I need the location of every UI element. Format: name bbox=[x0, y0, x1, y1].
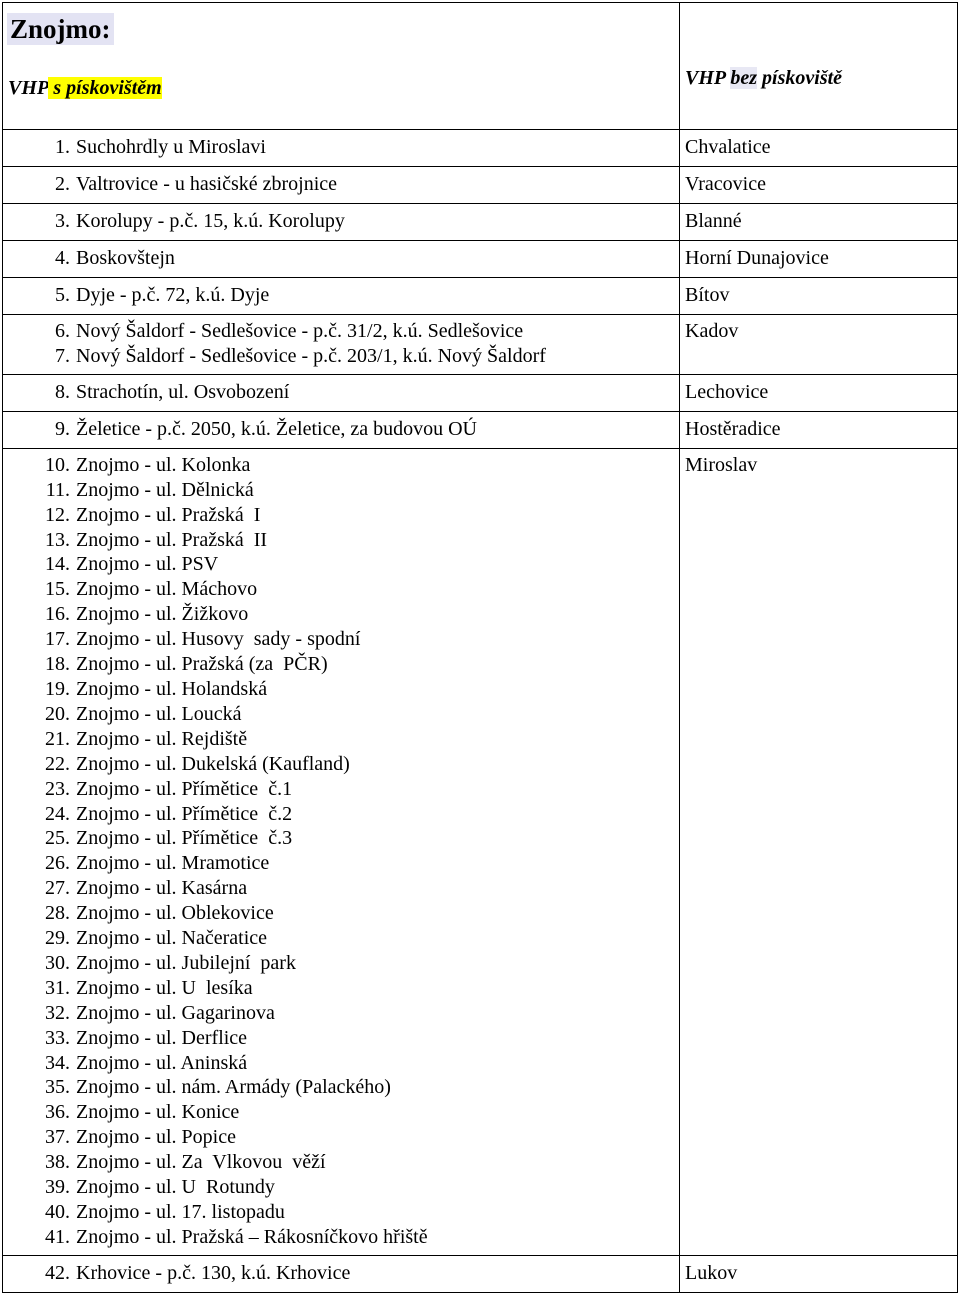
item-location: Znojmo - ul. Rejdiště bbox=[76, 727, 248, 750]
location-with-sandpit-cell bbox=[3, 167, 680, 204]
item-number: 14. bbox=[45, 553, 70, 576]
list-item bbox=[3, 602, 679, 627]
table-row bbox=[3, 374, 958, 411]
list-item bbox=[3, 652, 679, 677]
list-item bbox=[3, 246, 679, 271]
item-number: 29. bbox=[45, 927, 70, 950]
item-number: 35. bbox=[45, 1076, 70, 1099]
list-item bbox=[3, 1125, 679, 1150]
item-number: 25. bbox=[45, 827, 70, 850]
header-right-suffix: pískoviště bbox=[757, 67, 843, 89]
item-location: Znojmo - ul. Holandská bbox=[76, 677, 268, 700]
item-number: 37. bbox=[45, 1126, 70, 1149]
item-number: 28. bbox=[45, 902, 70, 925]
location-without-sandpit-cell bbox=[680, 130, 958, 167]
item-number: 11. bbox=[45, 478, 70, 501]
item-location: Strachotín, ul. Osvobození bbox=[76, 380, 290, 403]
list-item bbox=[3, 1026, 679, 1051]
list-item bbox=[3, 172, 679, 197]
table-row bbox=[3, 130, 958, 167]
item-location: Znojmo - ul. Pražská II bbox=[76, 528, 268, 551]
item-location: Znojmo - ul. U lesíka bbox=[76, 976, 253, 999]
table-row bbox=[3, 167, 958, 204]
list-item bbox=[3, 552, 679, 577]
item-location: Znojmo - ul. Pražská – Rákosníčkovo hřiště bbox=[76, 1225, 428, 1248]
list-item bbox=[3, 319, 679, 344]
list-item bbox=[3, 777, 679, 802]
list-item bbox=[3, 135, 679, 160]
item-location: Znojmo - ul. Mramotice bbox=[76, 852, 270, 875]
location-with-sandpit-cell bbox=[3, 1255, 680, 1292]
right-location: Bítov bbox=[685, 284, 730, 306]
table-row bbox=[3, 448, 958, 1255]
list-item bbox=[3, 752, 679, 777]
item-number: 33. bbox=[45, 1026, 70, 1049]
item-number: 38. bbox=[45, 1151, 70, 1174]
list-item bbox=[3, 577, 679, 602]
location-without-sandpit-cell bbox=[680, 448, 958, 1255]
item-number: 19. bbox=[45, 677, 70, 700]
table-body bbox=[3, 3, 958, 1293]
location-without-sandpit-cell bbox=[680, 278, 958, 315]
item-location: Znojmo - ul. Jubilejní park bbox=[76, 951, 296, 974]
list-item bbox=[3, 1261, 679, 1286]
location-with-sandpit-cell bbox=[3, 411, 680, 448]
list-item bbox=[3, 1100, 679, 1125]
item-number: 27. bbox=[45, 877, 70, 900]
location-without-sandpit-cell bbox=[680, 1255, 958, 1292]
item-number: 20. bbox=[45, 702, 70, 725]
list-item bbox=[3, 453, 679, 478]
location-without-sandpit-cell bbox=[680, 374, 958, 411]
list-item bbox=[3, 876, 679, 901]
item-number: 5. bbox=[55, 284, 70, 306]
item-location: Znojmo - ul. Přímětice č.3 bbox=[76, 827, 293, 850]
item-location: Znojmo - ul. Kasárna bbox=[76, 877, 248, 900]
header-left-highlight: s pískovištěm bbox=[48, 77, 162, 99]
list-item bbox=[3, 1075, 679, 1100]
item-location: Znojmo - ul. Přímětice č.1 bbox=[76, 777, 293, 800]
item-location: Znojmo - ul. PSV bbox=[76, 553, 219, 576]
item-location: Znojmo - ul. Oblekovice bbox=[76, 902, 274, 925]
location-with-sandpit-cell bbox=[3, 278, 680, 315]
item-number: 8. bbox=[55, 380, 70, 403]
list-item bbox=[3, 677, 679, 702]
location-with-sandpit-cell bbox=[3, 130, 680, 167]
item-number: 13. bbox=[45, 528, 70, 551]
item-location: Suchohrdly u Miroslavi bbox=[76, 136, 266, 158]
item-number: 2. bbox=[55, 173, 70, 195]
location-with-sandpit-cell bbox=[3, 315, 680, 375]
list-item bbox=[3, 1150, 679, 1175]
vhp-table bbox=[2, 2, 958, 1293]
location-without-sandpit-cell bbox=[680, 315, 958, 375]
item-location: Znojmo - ul. Dělnická bbox=[76, 478, 254, 501]
item-location: Boskovštejn bbox=[76, 247, 175, 269]
page-title: Znojmo: bbox=[7, 13, 114, 45]
item-number: 3. bbox=[55, 210, 70, 232]
header-row bbox=[3, 3, 958, 130]
item-location: Znojmo - ul. Husovy sady - spodní bbox=[76, 628, 361, 651]
item-number: 41. bbox=[45, 1225, 70, 1248]
table-row bbox=[3, 278, 958, 315]
right-location: Lukov bbox=[685, 1261, 738, 1284]
item-number: 10. bbox=[45, 453, 70, 476]
list-item bbox=[3, 976, 679, 1001]
list-item bbox=[3, 951, 679, 976]
item-location: Želetice - p.č. 2050, k.ú. Želetice, za budovou OÚ bbox=[76, 417, 477, 440]
list-item bbox=[3, 209, 679, 234]
list-item bbox=[3, 1200, 679, 1225]
item-number: 40. bbox=[45, 1201, 70, 1223]
item-location: Znojmo - ul. Pražská I bbox=[76, 503, 261, 526]
right-location: Blanné bbox=[685, 210, 742, 232]
item-location: Znojmo - ul. Pražská (za PČR) bbox=[76, 653, 328, 676]
item-number: 7. bbox=[55, 344, 70, 367]
item-location: Dyje - p.č. 72, k.ú. Dyje bbox=[76, 284, 270, 306]
list-item bbox=[3, 901, 679, 926]
table-row bbox=[3, 204, 958, 241]
location-without-sandpit-cell bbox=[680, 411, 958, 448]
item-number: 23. bbox=[45, 777, 70, 800]
item-number: 6. bbox=[55, 320, 70, 342]
list-item bbox=[3, 528, 679, 553]
item-location: Znojmo - ul. Aninská bbox=[76, 1051, 248, 1074]
item-location: Nový Šaldorf - Sedlešovice - p.č. 31/2, k.ú. Sedlešovice bbox=[76, 320, 524, 342]
item-location: Znojmo - ul. Derflice bbox=[76, 1026, 248, 1049]
item-number: 39. bbox=[45, 1176, 70, 1199]
item-location: Znojmo - ul. Gagarinova bbox=[76, 1001, 275, 1024]
item-location: Znojmo - ul. Konice bbox=[76, 1101, 240, 1124]
item-location: Znojmo - ul. Načeratice bbox=[76, 927, 268, 950]
item-number: 31. bbox=[45, 976, 70, 999]
list-item bbox=[3, 926, 679, 951]
item-number: 1. bbox=[55, 136, 70, 158]
item-number: 22. bbox=[45, 752, 70, 775]
item-location: Znojmo - ul. nám. Armády (Palackého) bbox=[76, 1076, 391, 1099]
list-item bbox=[3, 380, 679, 405]
item-location: Nový Šaldorf - Sedlešovice - p.č. 203/1, k.ú. Nový Šaldorf bbox=[76, 344, 546, 367]
location-without-sandpit-cell bbox=[680, 167, 958, 204]
item-location: Znojmo - ul. Kolonka bbox=[76, 453, 251, 476]
item-location: Korolupy - p.č. 15, k.ú. Korolupy bbox=[76, 210, 345, 232]
right-location: Chvalatice bbox=[685, 136, 771, 158]
location-with-sandpit-cell bbox=[3, 374, 680, 411]
location-without-sandpit-cell bbox=[680, 241, 958, 278]
list-item bbox=[3, 802, 679, 827]
item-number: 42. bbox=[45, 1261, 70, 1284]
item-number: 36. bbox=[45, 1101, 70, 1124]
header-right-highlight: bez bbox=[730, 67, 758, 89]
right-location: Miroslav bbox=[685, 453, 758, 476]
list-item bbox=[3, 283, 679, 308]
location-with-sandpit-cell bbox=[3, 448, 680, 1255]
list-item bbox=[3, 503, 679, 528]
list-item bbox=[3, 1001, 679, 1026]
header-left-cell bbox=[3, 3, 680, 130]
item-number: 18. bbox=[45, 653, 70, 676]
right-location: Vracovice bbox=[685, 173, 766, 195]
item-location: Znojmo - ul. Dukelská (Kaufland) bbox=[76, 752, 350, 775]
list-item bbox=[3, 1175, 679, 1200]
item-number: 15. bbox=[45, 578, 70, 601]
table-row bbox=[3, 1255, 958, 1292]
item-number: 34. bbox=[45, 1051, 70, 1074]
table-row bbox=[3, 411, 958, 448]
item-location: Znojmo - ul. Přímětice č.2 bbox=[76, 802, 293, 825]
right-location: Lechovice bbox=[685, 380, 769, 403]
item-location: Znojmo - ul. 17. listopadu bbox=[76, 1201, 285, 1223]
list-item bbox=[3, 727, 679, 752]
list-item bbox=[3, 1051, 679, 1076]
table-row bbox=[3, 241, 958, 278]
item-number: 21. bbox=[45, 727, 70, 750]
item-number: 32. bbox=[45, 1001, 70, 1024]
location-with-sandpit-cell bbox=[3, 241, 680, 278]
item-location: Znojmo - ul. Za Vlkovou věží bbox=[76, 1151, 326, 1174]
item-number: 30. bbox=[45, 951, 70, 974]
list-item bbox=[3, 702, 679, 727]
right-location: Horní Dunajovice bbox=[685, 247, 829, 269]
item-number: 24. bbox=[45, 802, 70, 825]
header-right-cell bbox=[680, 3, 958, 130]
item-number: 17. bbox=[45, 628, 70, 651]
item-number: 4. bbox=[55, 247, 70, 269]
item-number: 12. bbox=[45, 503, 70, 526]
item-location: Znojmo - ul. Máchovo bbox=[76, 578, 258, 601]
list-item bbox=[3, 826, 679, 851]
list-item bbox=[3, 417, 679, 442]
header-right-prefix: VHP bbox=[685, 67, 731, 89]
list-item bbox=[3, 344, 679, 369]
location-without-sandpit-cell bbox=[680, 204, 958, 241]
list-item bbox=[3, 627, 679, 652]
item-number: 16. bbox=[45, 603, 70, 626]
right-location: Kadov bbox=[685, 320, 739, 342]
table-row bbox=[3, 315, 958, 375]
item-number: 9. bbox=[55, 417, 70, 440]
right-location: Hostěradice bbox=[685, 417, 781, 440]
list-item bbox=[3, 1225, 679, 1250]
item-location: Znojmo - ul. Loucká bbox=[76, 702, 242, 725]
header-with-sandpit bbox=[8, 74, 162, 102]
header-without-sandpit bbox=[685, 64, 842, 92]
item-location: Krhovice - p.č. 130, k.ú. Krhovice bbox=[76, 1261, 351, 1284]
item-location: Valtrovice - u hasičské zbrojnice bbox=[76, 173, 338, 195]
location-with-sandpit-cell bbox=[3, 204, 680, 241]
list-item bbox=[3, 478, 679, 503]
item-location: Znojmo - ul. Žižkovo bbox=[76, 603, 249, 626]
header-left-prefix: VHP bbox=[8, 77, 49, 99]
item-number: 26. bbox=[45, 852, 70, 875]
item-location: Znojmo - ul. Popice bbox=[76, 1126, 236, 1149]
item-location: Znojmo - ul. U Rotundy bbox=[76, 1176, 275, 1199]
list-item bbox=[3, 851, 679, 876]
